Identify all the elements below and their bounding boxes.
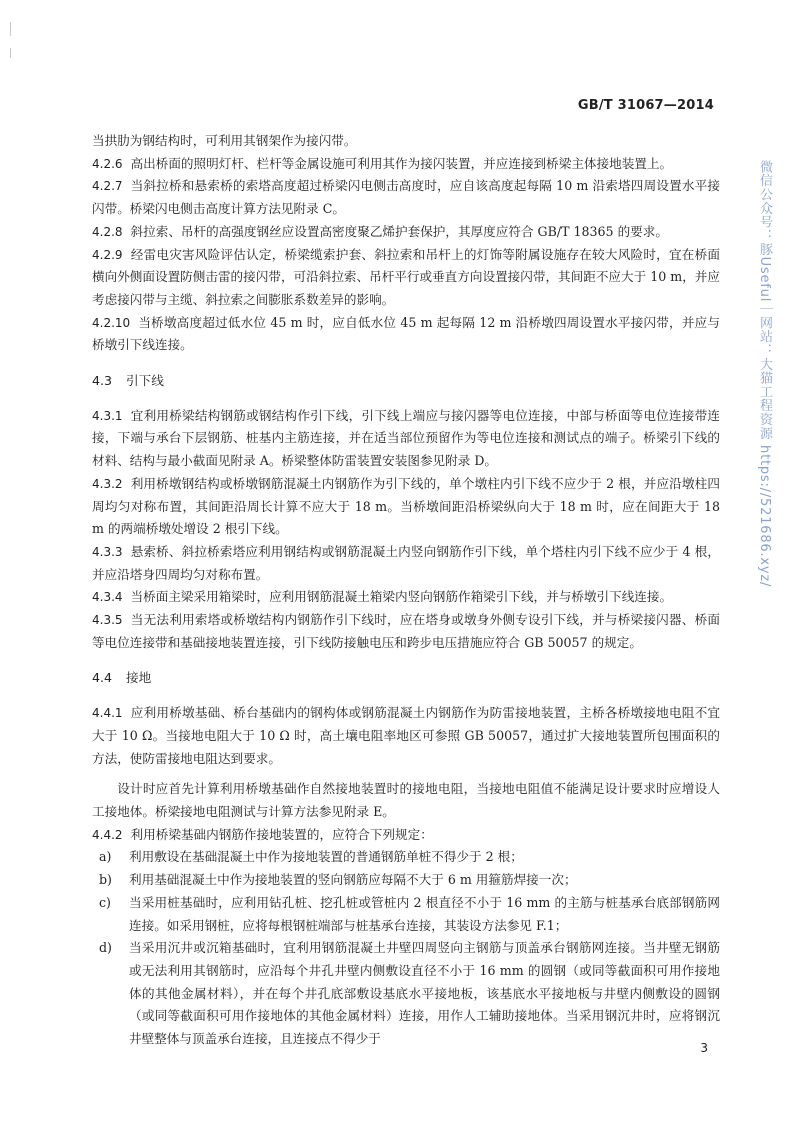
section-heading-4-4: 4.4 接地 <box>92 670 152 686</box>
clause-4-2-8: 4.2.8 斜拉索、吊杆的高强度钢丝应设置高密度聚乙烯护套保护，其厚度应符合 GB/T 18365 的要求。 <box>92 223 668 239</box>
section-heading-4-3: 4.3 引下线 <box>92 373 164 389</box>
list-item-b: b) 利用基础混凝土中作为接地装置的竖向钢筋应每隔不大于 6 m 用箍筋焊接一次； <box>99 872 577 888</box>
clause-4-3-2: 4.3.2 利用桥墩钢结构或桥墩钢筋混凝土内钢筋作为引下线的，单个墩柱内引下线不应少于 2 根，并应沿墩柱四周均匀对称布置，其间距沿周长计算不应大于 18 m。当桥墩间距沿桥梁纵向大于 18 m 时，应在间距大于 18 m 的两端桥墩处增设 2 根引下线。 <box>92 475 720 537</box>
clause-4-2-9: 4.2.9 经雷电灾害风险评估认定，桥梁缆索护套、斜拉索和吊杆上的灯饰等附属设施存在较大风险时，宜在桥面横向外侧面设置防侧击雷的接闪带，可沿斜拉索、吊杆平行或垂直方向设置接闪带，其间距不应大于 10 m，并应考虑接闪带与主缆、斜拉索之间膨胀系数差异的影响。 <box>92 246 720 307</box>
clause-4-3-3: 4.3.3 悬索桥、斜拉桥索塔应利用钢结构或钢筋混凝土内竖向钢筋作引下线，单个塔柱内引下线不应少于 4 根，并应沿塔身四周均匀对称布置。 <box>92 543 720 582</box>
clause-4-3-5: 4.3.5 当无法利用索塔或桥墩结构内钢筋作引下线时，应在塔身或墩身外侧专设引下线，并与桥梁接闪器、桥面等电位连接带和基础接地装置连接，引下线防接触电压和跨步电压措施应符合 GB 50057 的规定。 <box>92 612 720 650</box>
paragraph-continuation: 当拱肋为钢结构时，可利用其钢架作为接闪带。 <box>92 133 357 148</box>
document-body <box>92 130 720 1051</box>
list-item-d: d) 当采用沉井或沉箱基础时，宜利用钢筋混凝土井壁四周竖向主钢筋与顶盖承台钢筋网连接。当井壁无钢筋或无法利用其钢筋时，应沿每个井孔井壁内侧敷设直径不小于 16 mm 的圆钢（或同等截面积可用作接地体的其他金属材料），并在每个井孔底部敷设基底水平接地板，该基底水平接地板与井壁内侧敷设的圆钢（或同等截面积可用作接地体的其他金属材料）连接，用作人工辅助接地体。当采用钢沉井时，应将钢沉井壁整体与顶盖承台连接，且连接点不得少于 <box>99 940 720 1047</box>
clause-4-2-6: 4.2.6 高出桥面的照明灯杆、栏杆等金属设施可利用其作为接闪装置，并应连接到桥梁主体接地装置上。 <box>92 155 673 171</box>
scan-margin-mark-top <box>10 22 11 36</box>
clause-4-3-1: 4.3.1 宜利用桥梁结构钢筋或钢结构作引下线，引下线上端应与接闪器等电位连接，中部与桥面等电位连接带连接，下端与承台下层钢筋、桩基内主筋连接，并在适当部位预留作为等电位连接和测试点的端子。桥梁引下线的材料、结构与最小截面见附录 A。桥梁整体防雷装置安装图参见附录 D。 <box>92 407 720 469</box>
clause-4-4-2: 4.4.2 利用桥梁基础内钢筋作接地装置的，应符合下列规定： <box>92 826 433 842</box>
vertical-watermark: 微信公众号：豚Useful｜网站：大猫工程资源 https://521686.xyz/ <box>757 160 772 588</box>
clause-4-4-1: 4.4.1 应利用桥墩基础、桥台基础内的钢构体或钢筋混凝土内钢筋作为防雷接地装置，主桥各桥墩接地电阻不宜大于 10 Ω。当接地电阻大于 10 Ω 时，高土壤电阻率地区可参照 GB 50057，通过扩大接地装置所包围面积的方法，使防雷接地电阻达到要求。 <box>92 705 720 766</box>
clause-4-2-7: 4.2.7 当斜拉桥和悬索桥的索塔高度超过桥梁闪电侧击高度时，应自该高度起每隔 10 m 沿索塔四周设置水平接闪带。桥梁闪电侧击高度计算方法见附录 C。 <box>92 178 720 217</box>
clause-4-3-4: 4.3.4 当桥面主梁采用箱梁时，应利用钢筋混凝土箱梁内竖向钢筋作箱梁引下线，并与桥墩引下线连接。 <box>92 589 673 605</box>
scan-margin-mark-bottom <box>10 48 11 58</box>
list-item-a: a) 利用敷设在基础混凝土中作为接地装置的普通钢筋单桩不得少于 2 根； <box>99 849 523 865</box>
page-number: 3 <box>700 1041 708 1055</box>
standard-code-header: GB/T 31067—2014 <box>577 98 714 113</box>
clause-4-2-10: 4.2.10 当桥墩高度超过低水位 45 m 时，应自低水位 45 m 起每隔 12 m 沿桥墩四周设置水平接闪带，并应与桥墩引下线连接。 <box>92 314 720 353</box>
design-note-paragraph: 设计时应首先计算利用桥墩基础作自然接地装置时的接地电阻，当接地电阻值不能满足设计要求时应增设人工接地体。桥梁接地电阻测试与计算方法参见附录 E。 <box>92 781 720 819</box>
list-item-c: c) 当采用桩基础时，应利用钻孔桩、挖孔桩或管桩内 2 根直径不小于 16 mm 的主筋与桩基承台底部钢筋网连接。如采用钢桩，应将每根钢桩端部与桩基承台连接，其装设方法参见 F.1； <box>99 894 720 933</box>
